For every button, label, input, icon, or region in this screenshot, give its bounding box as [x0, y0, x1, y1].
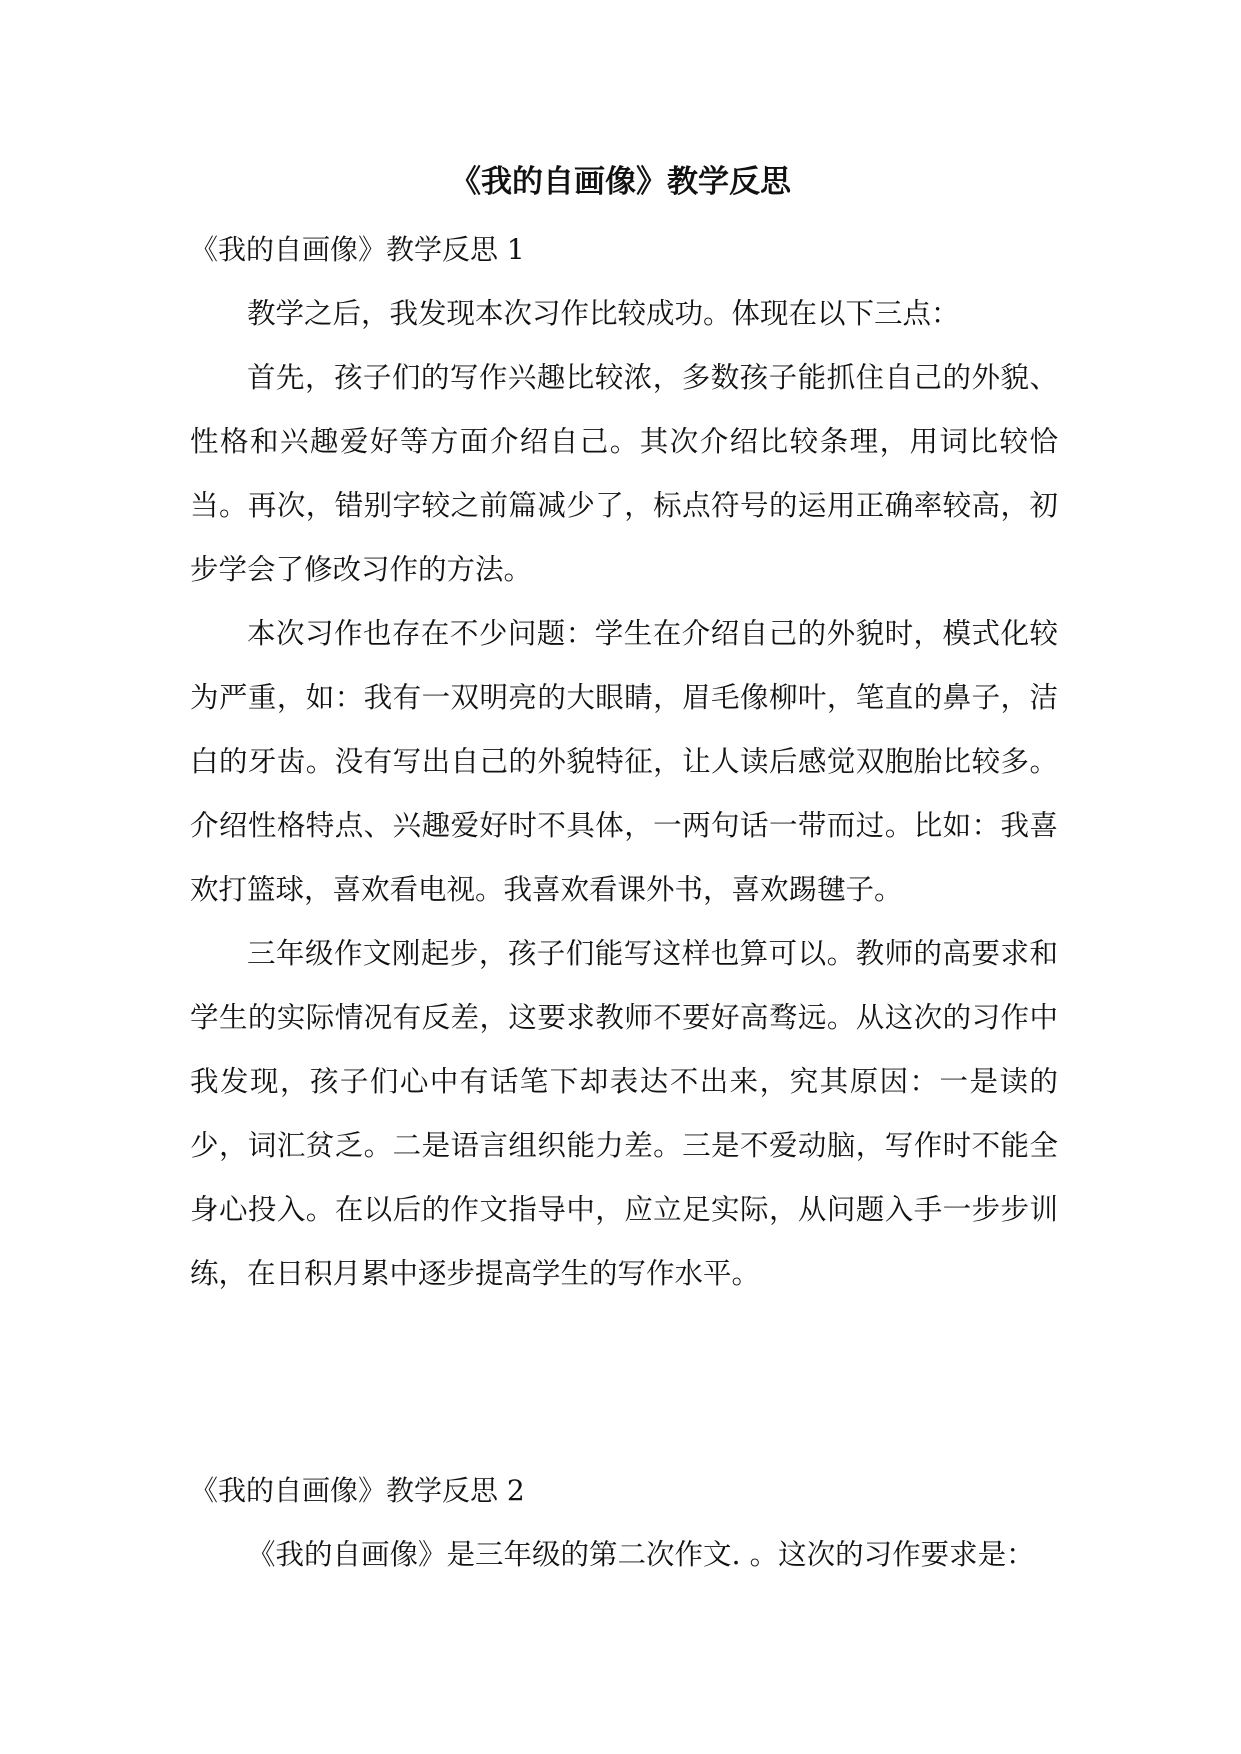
- paragraph: 首先，孩子们的写作兴趣比较浓，多数孩子能抓住自己的外貌、性格和兴趣爱好等方面介绍自己。其次介绍比较条理，用词比较恰当。再次，错别字较之前篇减少了，标点符号的运用正确率较高，初步学会了修改习作的方法。: [190, 361, 1058, 586]
- paragraph: 教学之后，我发现本次习作比较成功。体现在以下三点：: [247, 297, 960, 330]
- section-body-2: [190, 1523, 1058, 1587]
- section-heading-1: 《我的自画像》教学反思 1: [190, 233, 525, 266]
- section-body-1: [190, 282, 1058, 1306]
- section-heading-2: 《我的自画像》教学反思 2: [190, 1474, 525, 1507]
- paragraph: 三年级作文刚起步，孩子们能写这样也算可以。教师的高要求和学生的实际情况有反差，这要求教师不要好高骛远。从这次的习作中我发现，孩子们心中有话笔下却表达不出来，究其原因：一是读的少，词汇贫乏。二是语言组织能力差。三是不爱动脑，写作时不能全身心投入。在以后的作文指导中，应立足实际，从问题入手一步步训练，在日积月累中逐步提高学生的写作水平。: [190, 937, 1058, 1290]
- paragraph: 《我的自画像》是三年级的第二次作文. 。这次的习作要求是：: [247, 1538, 1035, 1571]
- document-title: 《我的自画像》教学反思: [450, 164, 791, 200]
- paragraph: 本次习作也存在不少问题：学生在介绍自己的外貌时，模式化较为严重，如：我有一双明亮的大眼睛，眉毛像柳叶，笔直的鼻子，洁白的牙齿。没有写出自己的外貌特征，让人读后感觉双胞胎比较多。介绍性格特点、兴趣爱好时不具体，一两句话一带而过。比如：我喜欢打篮球，喜欢看电视。我喜欢看课外书，喜欢踢毽子。: [190, 617, 1058, 906]
